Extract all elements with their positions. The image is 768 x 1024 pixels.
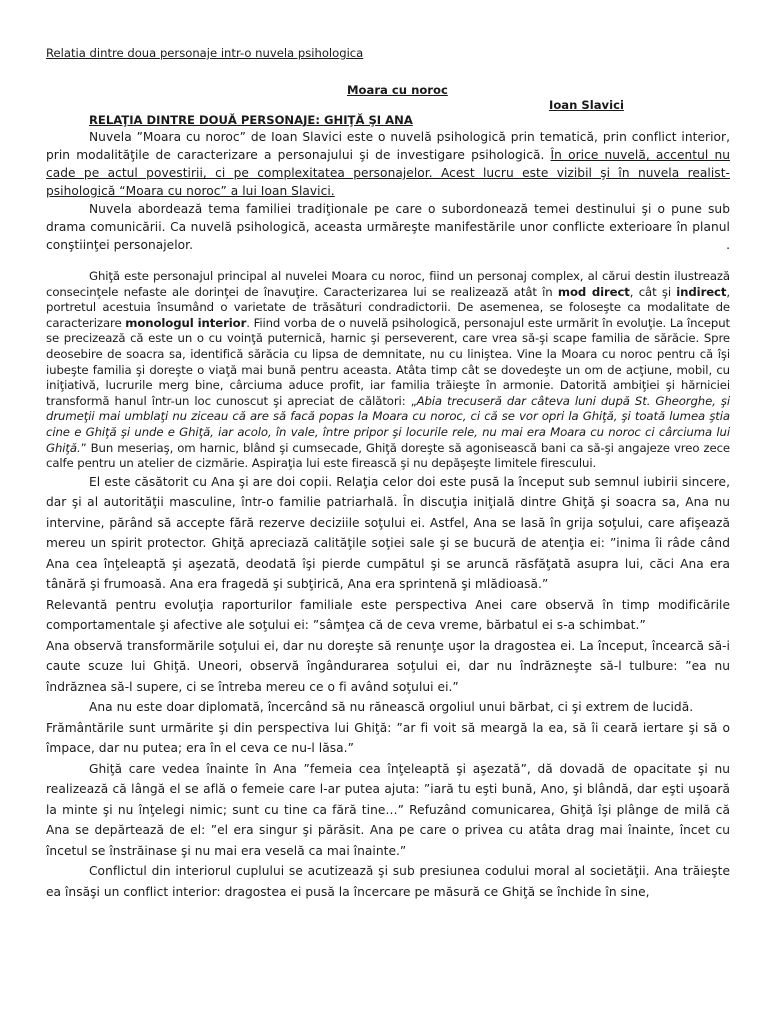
portrait-text-f: ” Bun meseriaş, om harnic, blând şi cumsecade, Ghiţă doreşte să agonisească bani ca să-şi angajeze vreo zece calfe pentru un atelier de cizmărie. Aspiraţia lui este firească şi nu depăşeşte limitele firescului. [46,440,730,471]
author-name: Ioan Slavici [549,98,624,112]
paragraph-intro [46,128,730,200]
paragraph-theme-text: Nuvela abordează tema familiei tradiţionale pe care o subordonează temei destinului şi o pune sub drama comunicării. Ca nuvelă psihologică, aceasta urmăreşte manifestările unor conflicte exterioare în planul conştiinţei personajelor. [46,202,730,252]
paragraph-marriage: El este căsătorit cu Ana şi are doi copii. Relaţia celor doi este pusă la început sub semnul iubirii sincere, dar şi al autorităţii masculine, într-o familie patriarhală. În discuţia iniţială dintre Ghiţă şi soacra sa, Ana nu intervine, părând să accepte fără rezerve deciziile soţului ei. Astfel, Ana se lasă în grija soţului, care afişează mereu un spirit protector. Ghiţă apreciază calităţile soţiei sale şi se bucură de atenţia ei: ”inima îi râde când Ana cea înţeleaptă şi aşezată, deodată îşi pierde cumpătul şi se aruncă răsfăţată asupra lui, căci Ana era tânără şi frumoasă. Ana era fragedă şi subţirică, Ana era sprintenă şi mlădioasă.” [46,474,730,592]
term-mod-direct: mod direct [557,284,630,299]
portrait-text-c: , cât şi [629,284,677,299]
paragraph-gap [46,254,730,269]
document-header-title: Relatia dintre doua personaje intr-o nuvela psihologica [46,46,364,60]
portrait-text-e: . Fiind vorba de o nuvelă psihologică, personajul este urmărit în evoluţie. La început se precizează că este un o cu voinţă puternică, harnic şi perseverent, care vrea să-şi scape familia de sărăcie. Spre deosebire de soacra sa, identifică sărăcia cu lipsa de demnitate, nu cu liniştea. Vine la Moara cu noroc pentru că îşi iubeşte familia şi doreşte o viaţă mai bună pentru aceasta. Atâta timp cât se dovedeşte un om de acţiune, mobil, cu iniţiativă, lucrurile merg bine, cârciuma aduce profit, iar familia trăieşte în armonie. Datorită ambiţiei şi hărniciei transformă hanul într-un loc cunoscut şi apreciat de călători: „ [46,315,730,408]
paragraph-theme [46,200,730,254]
paragraph-ghita-opacity: Ghiţă care vedea înainte în Ana ”femeia cea înţeleaptă şi aşezată”, dă dovadă de opacitate şi nu realizează că lângă el se află o femeie care l-ar putea ajuta: ”iară tu eşti bună, Ano, şi blândă, dar eşti uşoară la minte şi nu înţelegi nimic; sunt cu tine ca fără tine…” Refuzând comunicarea, Ghiţă îşi plânge de milă că Ana se depărtează de el: ”el era singur şi părăsit. Ana pe care o privea cu atâta drag mai înainte, încet cu încetul se înstrăinase şi nu mai era veselă ca mai înainte.” [46,761,730,858]
paragraph-intro-underlined: În orice nuvelă, accentul nu cade pe actul povestirii, ci pe complexitatea personajelor. Acest lucru este vizibil şi în nuvela realist-psihologică “Moara cu noroc” a lui Ioan Slavici. [46,148,730,198]
trailing-dot: . [726,238,730,252]
portrait-text-d: , portretul acestuia însumând o varietate de trăsături condradictorii. De asemenea, se foloseşte ca modalitate de caracterizare [46,284,730,330]
paragraph-conflict: Conflictul din interiorul cuplului se acutizează şi sub presiunea codului moral al societăţii. Ana trăieşte ea însăşi un conflict interior: dragostea ei pusă la încercare pe măsură ce Ghiţă se închide în sine, [46,864,730,899]
paragraph-ghita-portrait [46,269,730,472]
term-indirect: indirect [676,284,727,299]
story-title: Moara cu noroc [347,83,448,97]
portrait-text-a: Ghiţă este personajul principal al nuvelei Moara cu noroc, fiind un personaj complex, al cărui destin ilustrează consecinţele nefaste ale dorinţei de înavuţire. Caracterizarea lui se realizează atât în [46,269,730,299]
paragraph-ana-observes: Ana observă transformările soţului ei, dar nu doreşte să renunţe uşor la dragostea ei. La început, încearcă să-i caute scuze lui Ghiţă. Uneori, observă îngândurarea soţului ei, dar nu îndrăzneşte să-l tulbure: ”ea nu îndrăznea să-l supere, ci se întreba mereu ce o fi având soţului ei.” [46,638,730,694]
paragraph-ana-lucid: Ana nu este doar diplomată, încercând să nu rănească orgoliul unui bărbat, ci şi extrem de lucidă. [89,700,694,715]
document-page [46,46,730,902]
term-monologul-interior: monologul interior [125,315,247,330]
paragraph-intro-text: Nuvela ”Moara cu noroc” de Ioan Slavici este o nuvelă psihologică prin tematică, prin conflict interior, prin modalităţile de caracterizare a personajului şi de investigare psihologică. [46,130,730,162]
section-title: RELAŢIA DINTRE DOUĂ PERSONAJE: GHIŢĂ ŞI ANA [89,113,413,127]
paragraph-ana-perspective: Relevantă pentru evoluţia raporturilor familiale este perspectiva Anei care observă în timp modificările comportamentale şi afective ale soţului ei: ”sâmţea că de ceva vreme, bărbatul ei s-a schimbat.” [46,597,730,633]
paragraph-ghita-turmoil: Frământările sunt urmărite şi din perspectiva lui Ghiţă: ”ar fi voit să meargă la ea, să îi ceară iertare şi să o împace, dar nu putea; era în el ceva ce nu-l lăsa.” [46,720,730,756]
portrait-quote: Abia trecuseră dar câteva luni după St. Gheorghe, şi drumeţii mai umblaţi nu ziceau că are să facă popas la Moara cu noroc, ci că se vor opri la Ghiţă, şi toată lumea ştia cine e Ghiţă şi unde e Ghiţă, iar acolo, în vale, între pripor şi locurile rele, nu mai era Moara cu noroc ci cârciuma lui Ghiţă. [46,393,730,455]
